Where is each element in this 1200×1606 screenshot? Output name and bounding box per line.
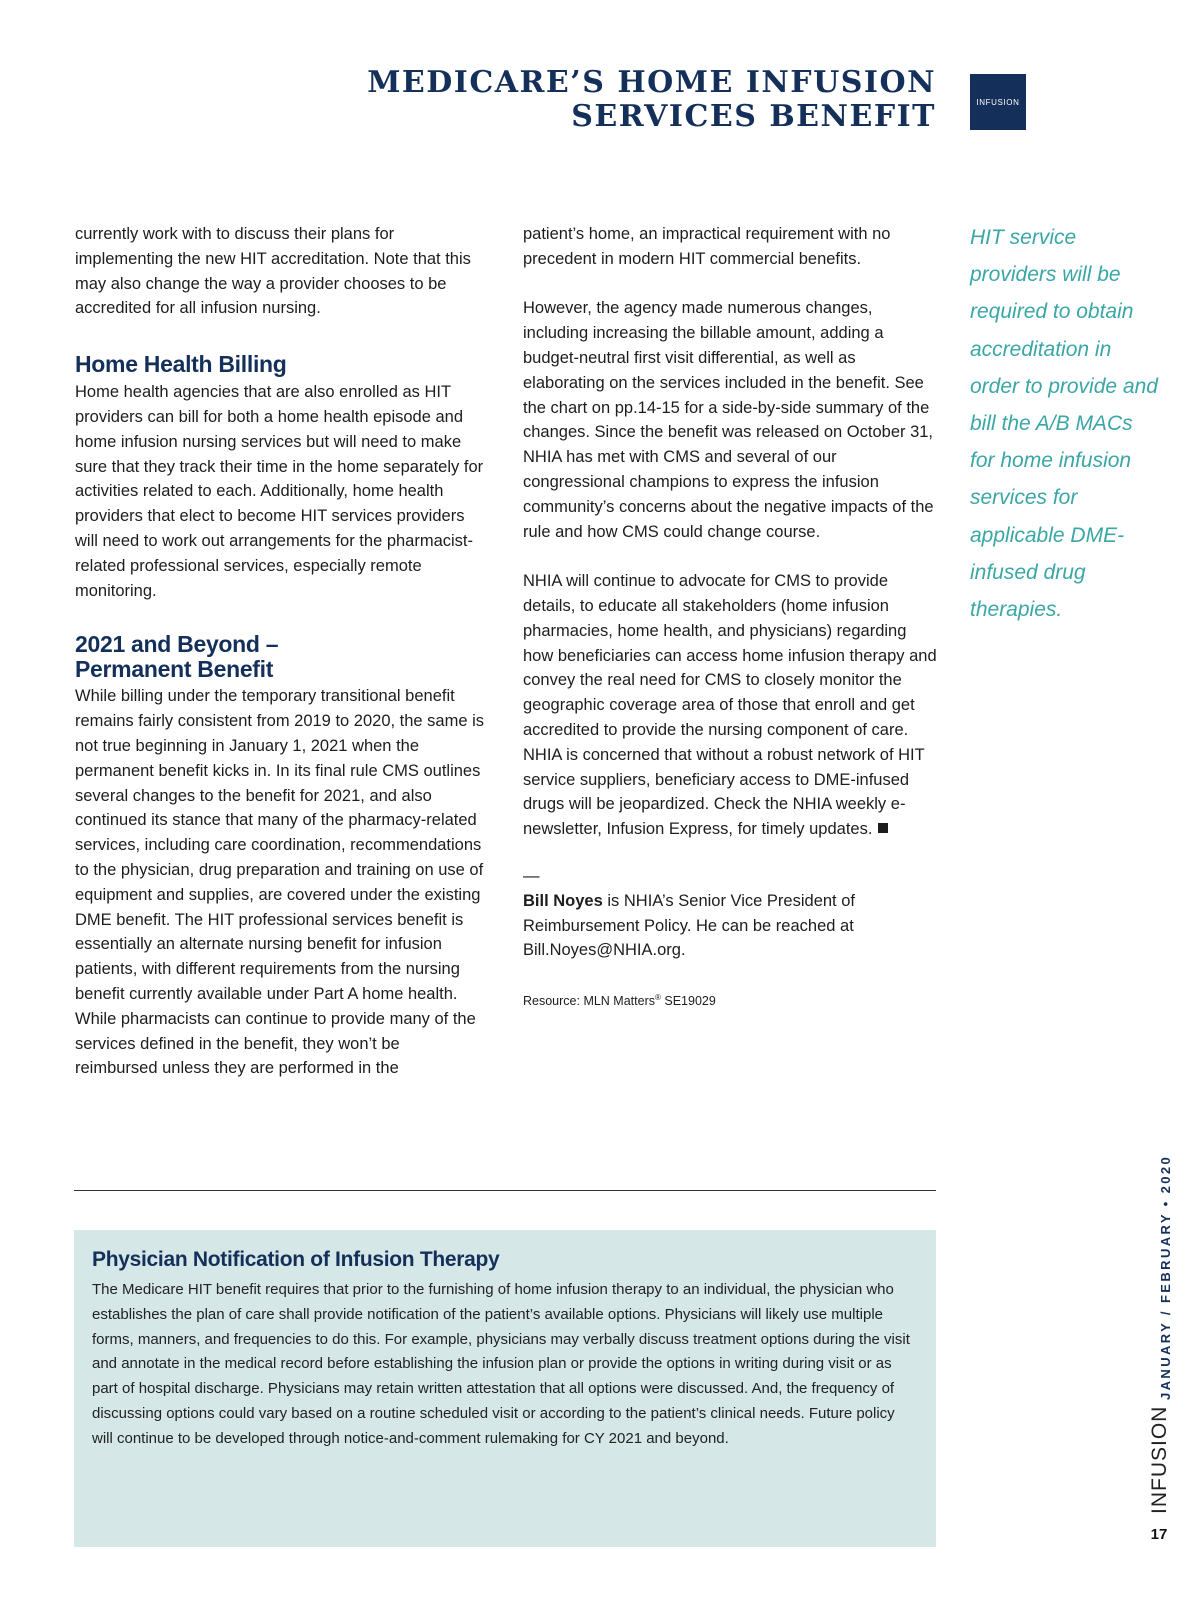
resource-label: Resource: MLN Matters xyxy=(523,994,655,1009)
paragraph-agency-changes: However, the agency made numerous changes, including increasing the billable amount, adding a budget-neutral first visit differential, as well as elaborating on the services included in the benefit. See the chart on pp.14-15 for a side-by-side summary of the changes. Since the benefit was released on October 31, NHIA has met with CMS and several of our congressional champions to express the infusion community’s concerns about the negative impacts of the rule and how CMS could change course. xyxy=(523,299,934,541)
issue-date-vertical: JANUARY / FEBRUARY • 2020 xyxy=(1158,1154,1173,1400)
heading-2021-line1: 2021 and Beyond – xyxy=(75,631,279,658)
heading-home-health-billing: Home Health Billing xyxy=(75,351,287,378)
author-separator: — xyxy=(523,866,540,885)
paragraph-continued: patient’s home, an impractical requirement with no precedent in modern HIT commercial benefits. xyxy=(523,225,891,268)
paragraph-home-health-billing: Home health agencies that are also enrolled as HIT providers can bill for both a home health episode and home infusion nursing services but will need to make sure that they track their time in the home separately for activities related to each. Additionally, home health providers that elect to become HIT services providers will need to work out arrangements for the pharmacist-related professional services, especially remote monitoring. xyxy=(75,383,484,600)
paragraph-nhia-advocate-text: NHIA will continue to advocate for CMS to provide details, to educate all stakeholders (home infusion pharmacies, home health, and physicians) regarding how beneficiaries can access home infusion therapy and convey the real need for CMS to closely monitor the geographic coverage area of those that enroll and get accredited to provide the nursing component of care. NHIA is concerned that without a robust network of HIT service suppliers, beneficiary access to DME-infused drugs will be jeopardized. Check the NHIA weekly e-newsletter, Infusion Express, for timely updates. xyxy=(523,572,937,839)
article-column-right xyxy=(523,222,938,1010)
section-divider xyxy=(74,1190,936,1191)
infusion-logo xyxy=(970,74,1026,130)
pull-quote: HIT service providers will be required to obtain accreditation in order to provide and bill the A/B MACs for home infusion services for applicable DME-infused drug therapies. xyxy=(970,226,1158,622)
page-title xyxy=(367,66,936,134)
callout-box-physician-notification xyxy=(74,1230,936,1547)
infusion-wordmark-vertical: INFUSION xyxy=(1148,1405,1171,1514)
paragraph-nhia-advocate xyxy=(523,569,938,842)
callout-body: The Medicare HIT benefit requires that prior to the furnishing of home infusion therapy to an individual, the physician who establishes the plan of care shall provide notification of the patient’s available options. Physicians will likely use multiple forms, manners, and frequencies to do this. For example, physicians may verbally discuss treatment options during the visit and annotate in the medical record before establishing the infusion plan or provide the options in writing during visit or as part of hospital discharge. Physicians may retain written attestation that all options were discussed. And, the frequency of discussing options could vary based on a routine scheduled visit or according to the patient’s clinical needs. Future policy will continue to be developed through notice-and-comment rulemaking for CY 2021 and beyond. xyxy=(92,1281,910,1447)
heading-2021-line2: Permanent Benefit xyxy=(75,656,274,683)
page-title-line1: MEDICARE’S HOME INFUSION xyxy=(367,65,936,100)
author-bio-text: is NHIA’s Senior Vice President of Reimbursement Policy. He can be reached at Bill.Noyes@NHIA.org. xyxy=(523,891,855,960)
callout-title: Physician Notification of Infusion Therapy xyxy=(92,1248,500,1271)
page-title-line2: SERVICES BENEFIT xyxy=(571,99,936,134)
resource-code: SE19029 xyxy=(660,994,716,1009)
paragraph-2021-and-beyond: While billing under the temporary transitional benefit remains fairly consistent from 2019 to 2020, the same is not true beginning in January 1, 2021 when the permanent benefit kicks in. In its final rule CMS outlines several changes to the benefit for 2021, and also continued its stance that many of the pharmacy-related services, including care coordination, recommendations to the physician, drug preparation and training on use of equipment and supplies, are covered under the existing DME benefit. The HIT professional services benefit is essentially an alternate nursing benefit for infusion patients, with different requirements from the nursing benefit currently available under Part A home health. While pharmacists can continue to provide many of the services defined in the benefit, they won’t be reimbursed unless they are performed in the xyxy=(75,687,485,1078)
heading-2021-and-beyond xyxy=(75,632,485,682)
page-number: 17 xyxy=(1150,1526,1168,1543)
author-bio xyxy=(523,889,938,963)
paragraph-intro: currently work with to discuss their plans for implementing the new HIT accreditation. Note that this may also change the way a provider chooses to be accredited for all infusion nursing. xyxy=(75,225,471,318)
registered-mark: ® xyxy=(654,993,661,1003)
resource-note xyxy=(523,989,938,1010)
author-name: Bill Noyes xyxy=(523,891,603,910)
end-mark-square-icon xyxy=(878,823,888,833)
infusion-logo-text: INFUSION xyxy=(976,97,1020,107)
article-column-left xyxy=(75,222,485,1081)
